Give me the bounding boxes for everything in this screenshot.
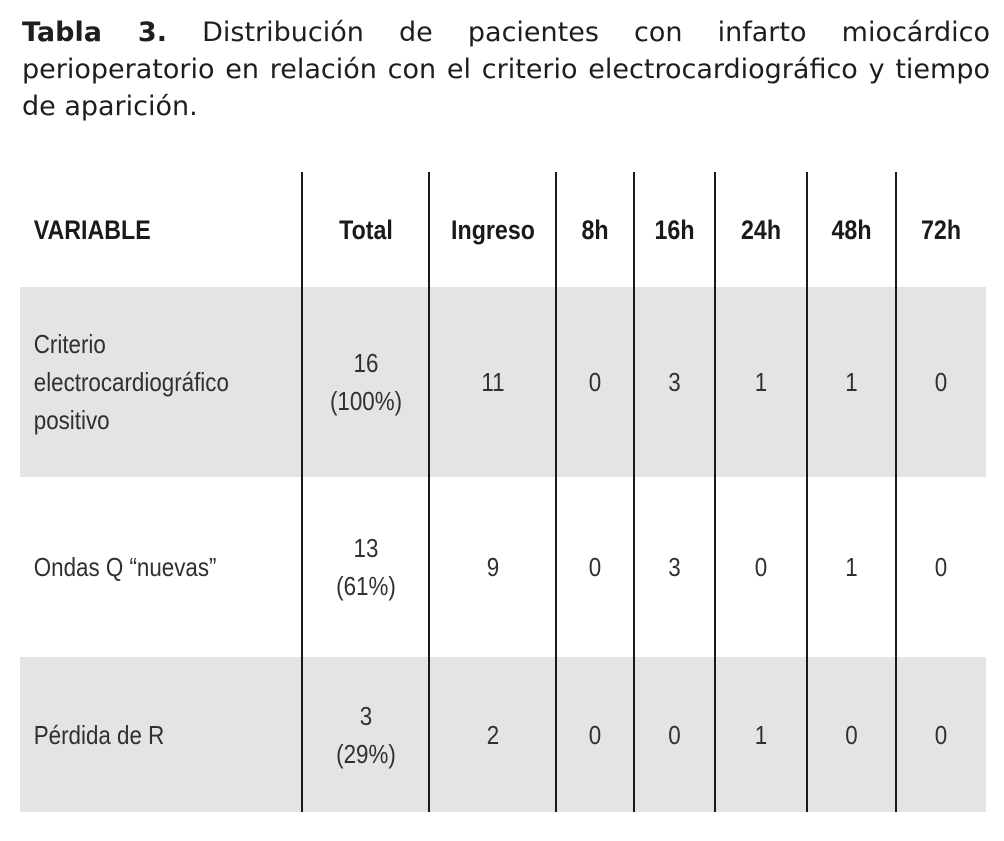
column-rule: [301, 172, 303, 812]
header-8h: 8h: [581, 214, 609, 245]
table-header-row: [20, 172, 986, 287]
cell-ingreso: 9: [486, 552, 500, 582]
caption-label: Tabla 3.: [22, 17, 167, 48]
variable-line: electrocardiográfico: [33, 367, 229, 397]
header-48h: 48h: [831, 214, 872, 245]
caption-text: Distribución de pacientes con infarto miocárdico perioperatorio en relación con el criterio electrocardiográfico y tiempo de aparición.: [22, 17, 990, 122]
header-variable: VARIABLE: [33, 214, 151, 245]
cell-72h: 0: [934, 552, 948, 582]
cell-24h: 1: [754, 367, 768, 397]
cell-72h: 0: [934, 367, 948, 397]
column-rule: [895, 172, 897, 812]
header-total: Total: [339, 214, 393, 245]
cell-ingreso: 2: [486, 719, 500, 750]
cell-72h: 0: [934, 719, 948, 750]
cell-16h: 0: [668, 719, 681, 750]
cell-24h: 1: [754, 719, 768, 750]
header-16h: 16h: [654, 214, 695, 245]
cell-16h: 3: [668, 367, 681, 397]
column-rule: [714, 172, 716, 812]
table-row: [20, 657, 986, 812]
header-24h: 24h: [740, 214, 782, 245]
row-total: [311, 477, 421, 657]
row-total: [311, 287, 421, 477]
variable-line: Criterio: [33, 329, 106, 359]
total-count: 3: [359, 700, 373, 731]
total-percent: (29%): [336, 738, 396, 769]
variable-line: Pérdida de R: [33, 719, 165, 750]
table-row: [20, 477, 986, 657]
row-total: [311, 657, 421, 812]
header-72h: 72h: [920, 214, 962, 245]
total-count: 13: [353, 533, 379, 563]
row-variable: [20, 657, 263, 812]
cell-24h: 0: [754, 552, 768, 582]
table-row: [20, 287, 986, 477]
table-caption: [22, 14, 990, 125]
total-percent: (100%): [329, 386, 403, 416]
header-ingreso: Ingreso: [451, 214, 535, 245]
row-variable: [20, 477, 263, 657]
variable-line: Ondas Q “nuevas”: [33, 552, 217, 582]
cell-16h: 3: [668, 552, 681, 582]
total-percent: (61%): [336, 571, 396, 601]
cell-8h: 0: [588, 719, 602, 750]
cell-48h: 1: [845, 367, 858, 397]
cell-8h: 0: [588, 552, 602, 582]
row-variable: [20, 287, 263, 477]
cell-48h: 0: [845, 719, 858, 750]
column-rule: [806, 172, 808, 812]
column-rule: [428, 172, 430, 812]
cell-8h: 0: [588, 367, 602, 397]
column-rule: [555, 172, 557, 812]
cell-48h: 1: [845, 552, 858, 582]
variable-line: positivo: [33, 405, 110, 435]
total-count: 16: [353, 348, 379, 378]
column-rule: [633, 172, 635, 812]
data-table: [20, 172, 986, 812]
cell-ingreso: 11: [481, 367, 505, 397]
